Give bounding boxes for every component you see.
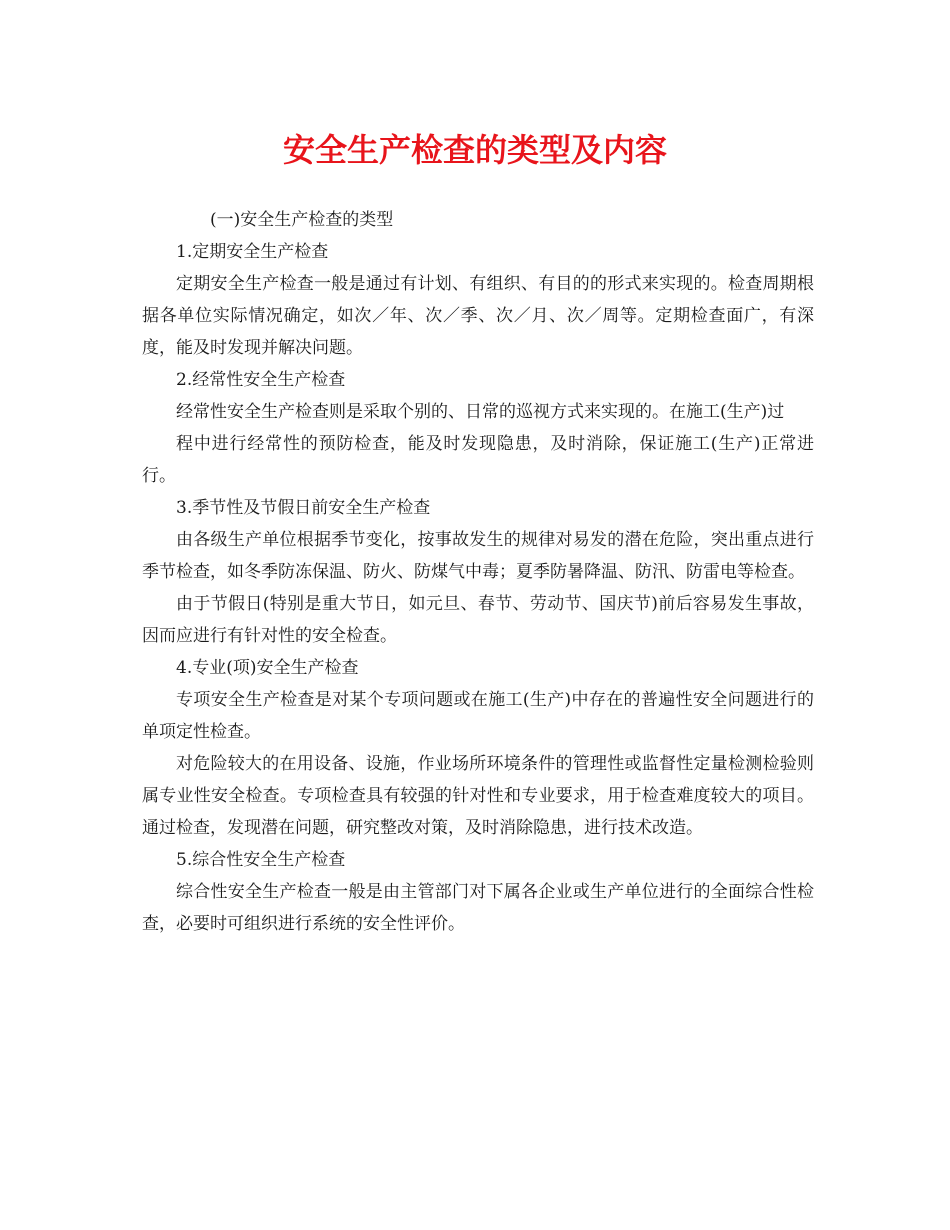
document-body [142, 204, 814, 940]
paragraph-special-inspection-2: 对危险较大的在用设备、设施，作业场所环境条件的管理性或监督性定量检测检验则属专业性安全检查。专项检查具有较强的针对性和专业要求，用于检查难度较大的项目。通过检查，发现潜在问题，研究整改对策，及时消除隐患，进行技术改造。 [142, 754, 814, 838]
paragraph-comprehensive-inspection: 综合性安全生产检查一般是由主管部门对下属各企业或生产单位进行的全面综合性检查，必要时可组织进行系统的安全性评价。 [142, 882, 814, 934]
heading-special-inspection: 4.专业(项)安全生产检查 [176, 658, 359, 678]
paragraph-holiday-inspection: 由于节假日(特别是重大节日，如元旦、春节、劳动节、国庆节)前后容易发生事故，因而应进行有针对性的安全检查。 [142, 594, 814, 646]
paragraph-periodic-inspection: 定期安全生产检查一般是通过有计划、有组织、有目的的形式来实现的。检查周期根据各单位实际情况确定，如次／年、次／季、次／月、次／周等。定期检查面广，有深度，能及时发现并解决问题。 [142, 274, 814, 358]
paragraph-routine-inspection-2: 程中进行经常性的预防检查，能及时发现隐患，及时消除，保证施工(生产)正常进行。 [142, 434, 814, 486]
section-heading-types: (一)安全生产检查的类型 [210, 210, 394, 230]
paragraph-routine-inspection-1: 经常性安全生产检查则是采取个别的、日常的巡视方式来实现的。在施工(生产)过 [176, 402, 785, 422]
heading-routine-inspection: 2.经常性安全生产检查 [176, 370, 346, 390]
document-title: 安全生产检查的类型及内容 [282, 131, 667, 169]
heading-seasonal-inspection: 3.季节性及节假日前安全生产检查 [176, 498, 431, 518]
paragraph-special-inspection-1: 专项安全生产检查是对某个专项问题或在施工(生产)中存在的普遍性安全问题进行的单项定性检查。 [142, 690, 814, 742]
heading-periodic-inspection: 1.定期安全生产检查 [176, 242, 329, 262]
paragraph-seasonal-inspection: 由各级生产单位根据季节变化，按事故发生的规律对易发的潜在危险，突出重点进行季节检查，如冬季防冻保温、防火、防煤气中毒；夏季防暑降温、防汛、防雷电等检查。 [142, 530, 814, 582]
heading-comprehensive-inspection: 5.综合性安全生产检查 [176, 850, 346, 870]
